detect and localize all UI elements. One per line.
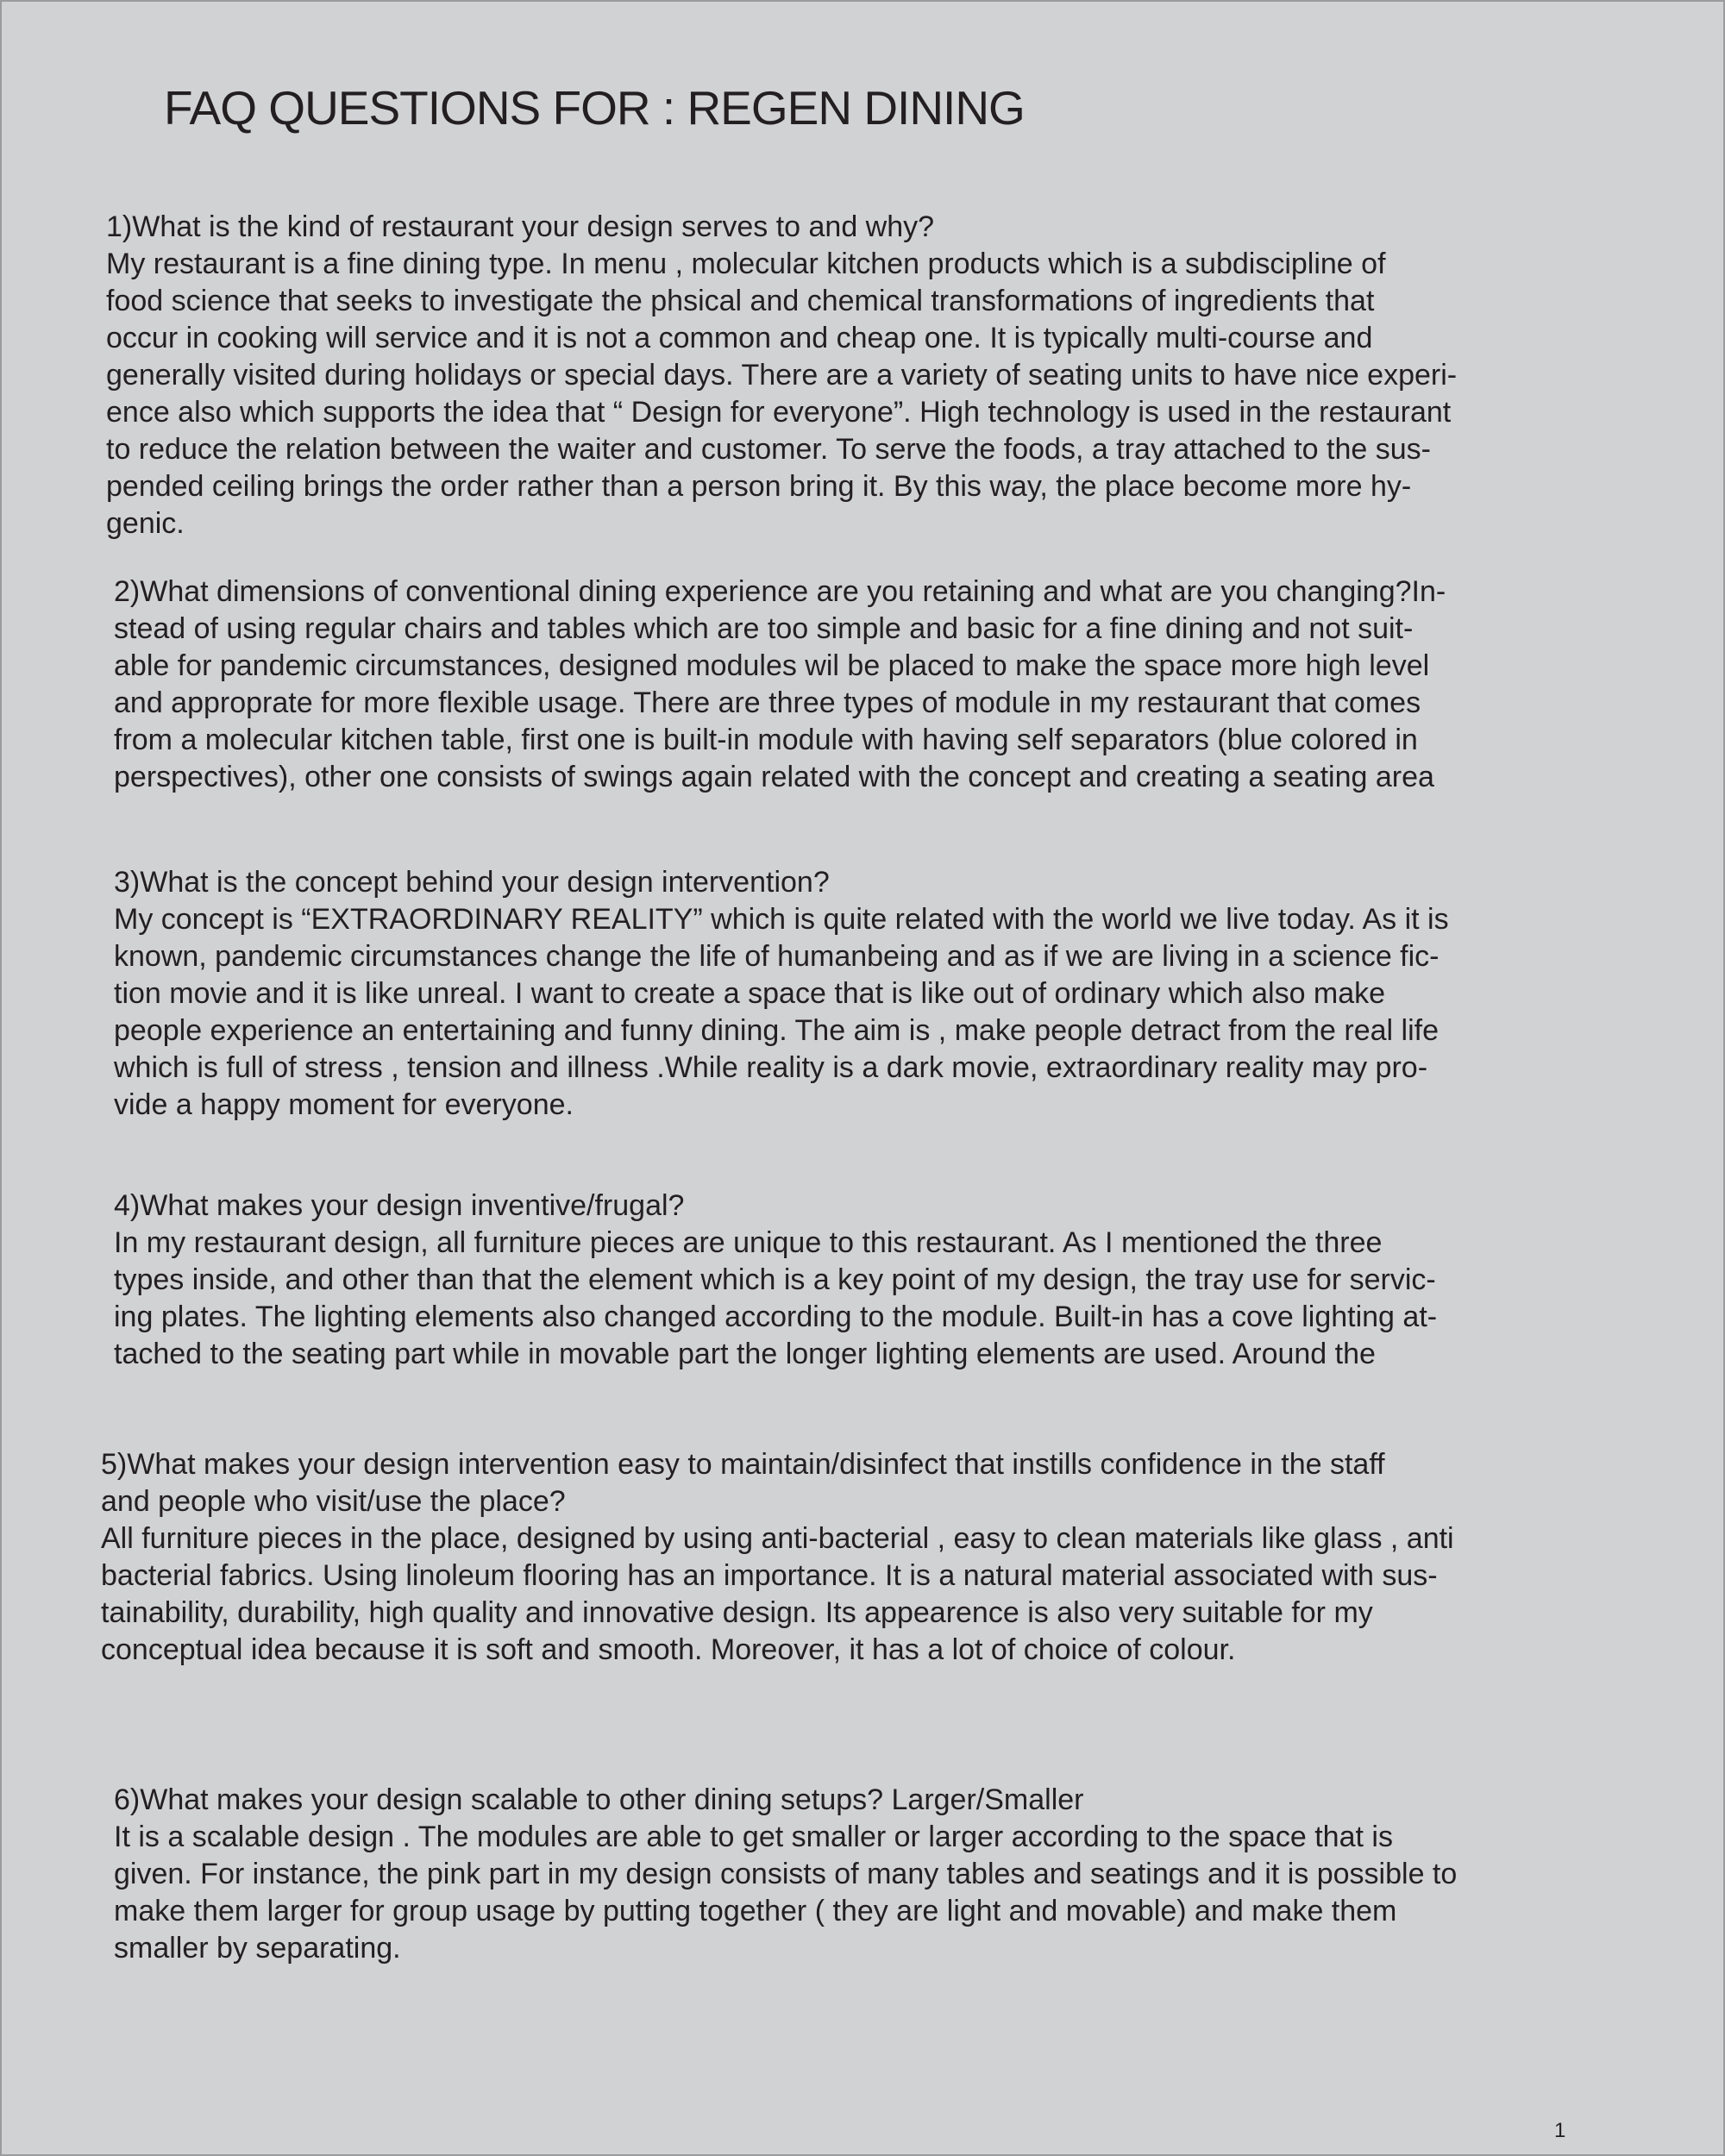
page-title: FAQ QUESTIONS FOR : REGEN DINING [164, 81, 1025, 135]
faq-item-4 [114, 1188, 1459, 1373]
faq-answer: All furniture pieces in the place, designed by using anti-bacterial , easy to clean materials like glass , anti bacterial fabrics. Using linoleum flooring has an importance. It is a natural material associated with sus- tainability, durability, high quality and innovative design. Its appearence is also very suitable for my conceptual idea because it is soft and smooth. Moreover, it has a lot of choice of colour. [101, 1522, 1454, 1666]
faq-question: 5)What makes your design intervention easy to maintain/disinfect that instills confidence in the staff and people who visit/use the place? [101, 1448, 1385, 1518]
faq-answer: stead of using regular chairs and tables which are too simple and basic for a fine dining and not suit- able for pandemic circumstances, designed modules wil be placed to make the space more high level and approprate for more flexible usage. There are three types of module in my restaurant that comes from a molecular kitchen table, first one is built-in module with having self separators (blue colored in perspectives), other one consists of swings again related with the concept and creating a seating area [114, 612, 1434, 793]
faq-answer: My restaurant is a fine dining type. In menu , molecular kitchen products which is a subdiscipline of food science that seeks to investigate the phsical and chemical transformations of ingredients that occur in cooking will service and it is not a common and cheap one. It is typically multi-course and generally visited during holidays or special days. There are a variety of seating units to have nice experi- ence also which supports the idea that “ Design for everyone”. High technology is used in the restaurant to reduce the relation between the waiter and customer. To serve the foods, a tray attached to the sus- pended ceiling brings the order rather than a person bring it. By this way, the place become more hy- genic. [106, 248, 1458, 540]
faq-question: 1)What is the kind of restaurant your design serves to and why? [106, 210, 935, 243]
faq-item-3 [114, 864, 1459, 1124]
faq-question: 4)What makes your design inventive/frugal? [114, 1189, 685, 1222]
faq-answer: It is a scalable design . The modules are able to get smaller or larger according to the space that is given. For instance, the pink part in my design consists of many tables and seatings and it is possible to make them larger for group usage by putting together ( they are light and movable) and make them smaller by separating. [114, 1821, 1458, 1965]
faq-question: 2)What dimensions of conventional dining experience are you retaining and what are you changing?In- [114, 575, 1446, 608]
faq-answer: My concept is “EXTRAORDINARY REALITY” which is quite related with the world we live today. As it is known, pandemic circumstances change the life of humanbeing and as if we are living in a science fic- tion movie and it is like unreal. I want to create a space that is like out of ordinary which also make people experience an entertaining and funny dining. The aim is , make people detract from the real life which is full of stress , tension and illness .While reality is a dark movie, extraordinary reality may pro- vide a happy moment for everyone. [114, 903, 1449, 1121]
faq-question: 6)What makes your design scalable to other dining setups? Larger/Smaller [114, 1783, 1084, 1816]
faq-item-2 [114, 573, 1459, 796]
faq-item-6 [114, 1782, 1459, 1967]
faq-item-5 [101, 1446, 1454, 1669]
page-number: 1 [1554, 2119, 1566, 2142]
faq-item-1 [106, 209, 1458, 542]
faq-answer: In my restaurant design, all furniture pieces are unique to this restaurant. As I mentioned the three types inside, and other than that the element which is a key point of my design, the tray use for servic- ing plates. The lighting elements also changed according to the module. Built-in has a cove lighting at- tached to the seating part while in movable part the longer lighting elements are used. Around the [114, 1226, 1438, 1370]
faq-question: 3)What is the concept behind your design intervention? [114, 866, 830, 899]
